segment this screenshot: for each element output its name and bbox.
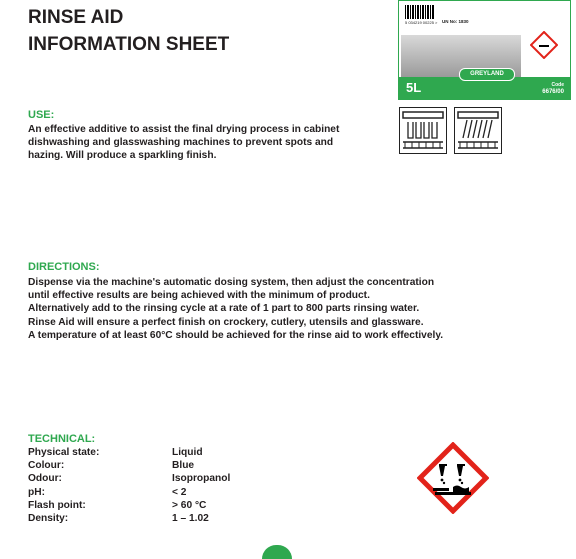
property-label: Physical state: (28, 447, 100, 458)
barcode (405, 5, 435, 19)
directions-line: until effective results are being achieved with the minimum of product. (28, 290, 370, 302)
property-label: Flash point: (28, 499, 86, 511)
property-value: > 60 °C (172, 499, 207, 511)
use-line: hazing. Will produce a sparkling finish. (28, 150, 217, 162)
product-label-image (398, 0, 571, 100)
use-line: dishwashing and glasswashing machines to prevent spots and (28, 137, 334, 149)
property-label: Odour: (28, 473, 62, 485)
table-row (28, 486, 230, 499)
technical-table (28, 446, 230, 525)
corrosive-hazard-icon (417, 442, 489, 514)
table-row (28, 446, 230, 459)
table-row (28, 512, 230, 525)
technical-heading: TECHNICAL: (28, 433, 96, 445)
directions-line: Dispense via the machine's automatic dosing system, then adjust the concentration (28, 277, 435, 288)
title-line-2: INFORMATION SHEET (28, 34, 230, 55)
directions-line: A temperature of at least 60°C should be achieved for the rinse aid to work effectively. (28, 329, 444, 341)
property-label: Density: (28, 513, 69, 525)
dishwasher-plates-icon (454, 107, 502, 154)
table-row (28, 459, 230, 472)
un-number: UN No: 1830 (442, 19, 469, 24)
table-row (28, 499, 230, 512)
directions-line: Rinse Aid will ensure a perfect finish on crockery, cutlery, utensils and glassware. (28, 316, 424, 328)
table-row (28, 472, 230, 485)
volume: 5L (406, 80, 422, 95)
dishwasher-glasses-icon (399, 107, 447, 154)
property-value: Blue (172, 460, 195, 472)
product-code: 6676/00 (542, 89, 564, 95)
directions-line: Alternatively add to the rinsing cycle at a rate of 1 part to 800 parts rinsing water. (28, 303, 420, 315)
directions-text (28, 276, 443, 342)
code-label: Code (551, 82, 564, 88)
property-value: < 2 (172, 486, 187, 498)
document-title (28, 4, 229, 58)
corrosive-hazard-icon (530, 31, 558, 59)
brand-logo-partial (262, 545, 292, 559)
property-label: Colour: (28, 460, 65, 472)
use-heading: USE: (28, 109, 55, 121)
property-label: pH: (28, 486, 45, 498)
brand-logo: GREYLAND (459, 68, 515, 81)
directions-heading: DIRECTIONS: (28, 261, 100, 273)
use-text (28, 123, 339, 163)
use-line: An effective additive to assist the final drying process in cabinet (28, 124, 340, 135)
property-value: 1 – 1.02 (172, 513, 209, 525)
barcode-number: 5 034219 00225 > (405, 20, 438, 25)
property-value: Isopropanol (172, 473, 231, 485)
property-value: Liquid (172, 447, 203, 458)
title-line-1: RINSE AID (28, 7, 124, 28)
